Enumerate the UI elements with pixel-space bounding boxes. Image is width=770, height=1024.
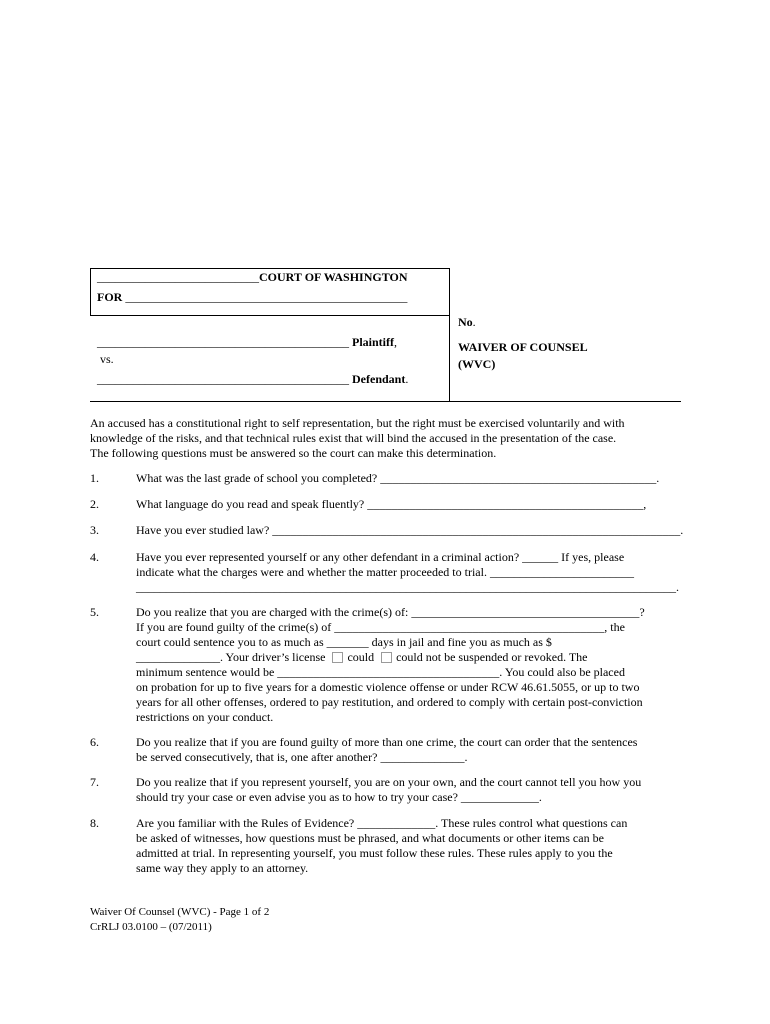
license-prefix[interactable]: ______________. Your driver’s license <box>136 650 326 664</box>
question-text <box>136 605 681 725</box>
question-number: 5. <box>90 605 99 619</box>
question-line: same way they apply to an attorney. <box>136 861 309 875</box>
question-line: be asked of witnesses, how questions must be phrased, and what documents or other items can be <box>136 831 604 845</box>
question-line[interactable]: Are you familiar with the Rules of Evidence? _____________. These rules control what questions can <box>136 816 628 830</box>
question-line: Do you realize that if you are found guilty of more than one crime, the court can order that the sentences <box>136 735 638 749</box>
question-text[interactable]: What was the last grade of school you completed? ______________________________________________. <box>136 471 660 485</box>
case-number-punct: . <box>472 315 476 329</box>
doc-title-line2: (WVC) <box>458 357 496 371</box>
page-footer <box>90 905 269 935</box>
question-number: 4. <box>90 550 99 564</box>
question-text <box>136 816 681 876</box>
case-number-label: No <box>458 315 473 329</box>
caption-divider-vertical <box>449 268 450 401</box>
license-line <box>136 650 681 665</box>
intro-line: An accused has a constitutional right to self representation, but the right must be exercised voluntarily and with <box>90 416 625 430</box>
question-line[interactable]: be served consecutively, that is, one after another? ______________. <box>136 750 468 764</box>
question-line: admitted at trial. In representing yourself, you must follow these rules. These rules apply to you the <box>136 846 613 860</box>
question-line[interactable]: Do you realize that you are charged with the crime(s) of: ______________________________________? <box>136 605 645 619</box>
could-not-label: could not be suspended or revoked. The <box>396 650 588 664</box>
for-label: FOR <box>97 290 123 304</box>
plaintiff-field[interactable]: __________________________________________ <box>97 335 349 349</box>
question-line: restrictions on your conduct. <box>136 710 274 724</box>
could-checkbox[interactable] <box>332 652 343 663</box>
question-line: on probation for up to five years for a domestic violence offense or under RCW 46.61.5055, or up to two <box>136 680 640 694</box>
question-line[interactable]: should try your case or even advise you as to how to try your case? _____________. <box>136 790 542 804</box>
caption-divider-horizontal <box>90 401 681 402</box>
intro-line: The following questions must be answered so the court can make this determination. <box>90 446 497 460</box>
could-not-checkbox[interactable] <box>381 652 392 663</box>
footer-form-code: CrRLJ 03.0100 – (07/2011) <box>90 921 212 933</box>
question-number: 6. <box>90 735 99 749</box>
question-line[interactable]: __________________________________________________________________________________________. <box>136 580 679 594</box>
defendant-line <box>97 372 408 387</box>
question-line: Do you realize that if you represent yourself, you are on your own, and the court cannot tell you how you <box>136 775 642 789</box>
for-line <box>97 290 407 305</box>
question-line[interactable]: If you are found guilty of the crime(s) of _____________________________________________, the <box>136 620 625 634</box>
question-line[interactable]: court could sentence you to as much as _______ days in jail and fine you as much as $ <box>136 635 552 649</box>
plaintiff-label: Plaintiff <box>352 335 394 349</box>
question-number: 7. <box>90 775 99 789</box>
court-line <box>97 270 408 285</box>
question-line: years for all other offenses, ordered to pay restitution, and ordered to comply with certain post-conviction <box>136 695 643 709</box>
question-line[interactable]: Have you ever represented yourself or any other defendant in a criminal action? ______ If yes, please <box>136 550 625 564</box>
question-text <box>136 735 681 765</box>
intro-line: knowledge of the risks, and that technical rules exist that will bind the accused in the presentation of the case. <box>90 431 617 445</box>
question-text <box>136 775 681 805</box>
court-name-field[interactable]: ___________________________ <box>97 270 259 284</box>
intro-paragraph <box>90 416 690 461</box>
question-text[interactable]: Have you ever studied law? ____________________________________________________________________. <box>136 523 684 537</box>
question-text <box>136 550 681 595</box>
defendant-field[interactable]: __________________________________________ <box>97 372 349 386</box>
question-number: 1. <box>90 471 99 485</box>
defendant-punct: . <box>405 372 409 386</box>
question-number: 8. <box>90 816 99 830</box>
doc-title-line1: WAIVER OF COUNSEL <box>458 340 588 354</box>
question-text[interactable]: What language do you read and speak fluently? ______________________________________________, <box>136 497 647 511</box>
question-line[interactable]: indicate what the charges were and whether the matter proceeded to trial. ________________________ <box>136 565 634 579</box>
question-number: 2. <box>90 497 99 511</box>
question-number: 3. <box>90 523 99 537</box>
plaintiff-punct: , <box>394 335 397 349</box>
footer-page-info: Waiver Of Counsel (WVC) - Page 1 of 2 <box>90 906 270 918</box>
plaintiff-line <box>97 335 397 350</box>
question-line[interactable]: minimum sentence would be _____________________________________. You could also be placed <box>136 665 625 679</box>
could-label: could <box>347 650 375 664</box>
defendant-label: Defendant <box>352 372 406 386</box>
case-number[interactable] <box>458 315 476 330</box>
for-field[interactable]: _______________________________________________ <box>125 290 408 304</box>
vs-label: vs. <box>100 352 114 366</box>
court-label: COURT OF WASHINGTON <box>259 270 408 284</box>
